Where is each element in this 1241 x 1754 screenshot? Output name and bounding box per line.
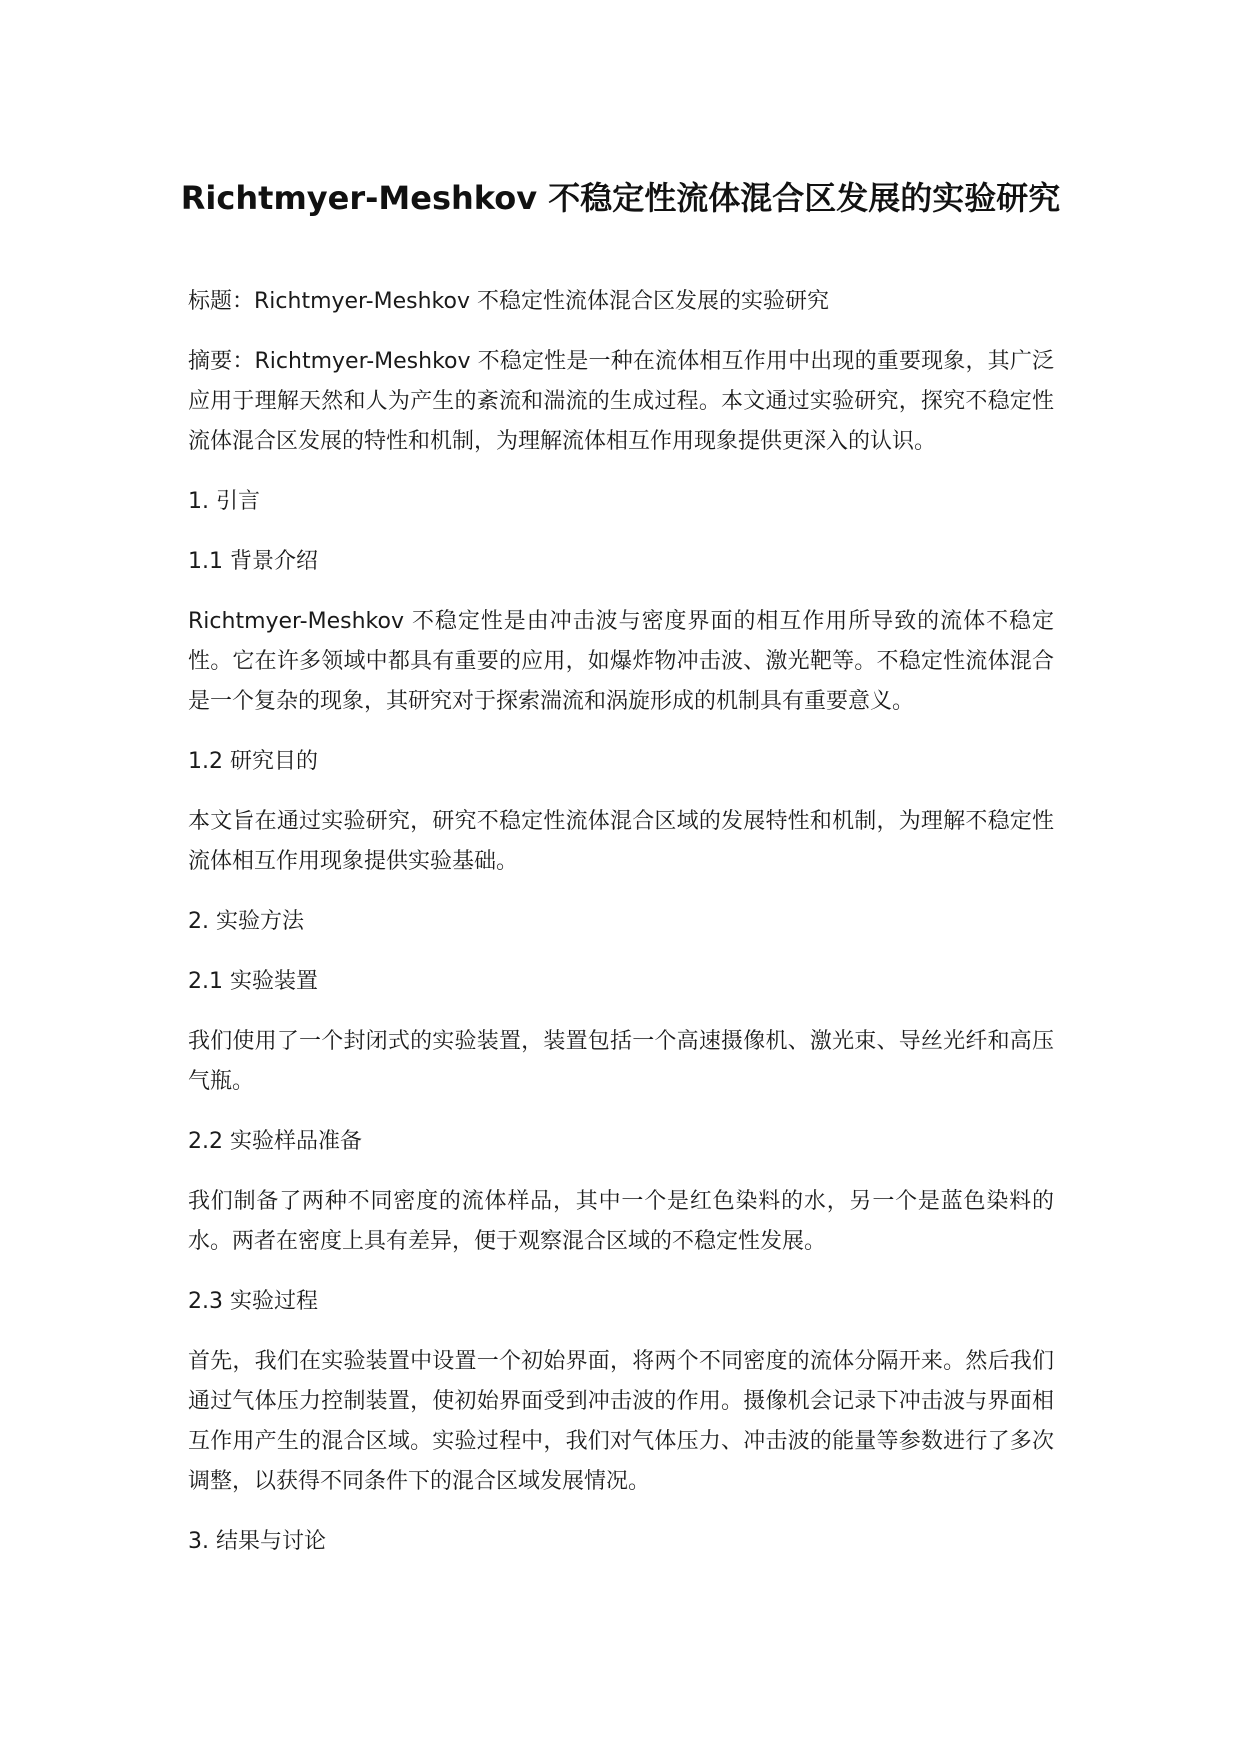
procedure-paragraph: 首先，我们在实验装置中设置一个初始界面，将两个不同密度的流体分隔开来。然后我们通过气体压力控制装置，使初始界面受到冲击波的作用。摄像机会记录下冲击波与界面相互作用产生的混合区域。实验过程中，我们对气体压力、冲击波的能量等参数进行了多次调整，以获得不同条件下的混合区域发展情况。 xyxy=(188,1349,1054,1494)
samples-paragraph: 我们制备了两种不同密度的流体样品，其中一个是红色染料的水，另一个是蓝色染料的水。两者在密度上具有差异，便于观察混合区域的不稳定性发展。 xyxy=(188,1189,1054,1254)
subsection-heading-samples: 2.2 实验样品准备 xyxy=(188,1129,362,1154)
section-heading-results: 3. 结果与讨论 xyxy=(188,1529,326,1554)
section-heading-introduction: 1. 引言 xyxy=(188,489,260,514)
purpose-paragraph: 本文旨在通过实验研究，研究不稳定性流体混合区域的发展特性和机制，为理解不稳定性流体相互作用现象提供实验基础。 xyxy=(188,809,1054,874)
background-paragraph: Richtmyer-Meshkov 不稳定性是由冲击波与密度界面的相互作用所导致的流体不稳定性。它在许多领域中都具有重要的应用，如爆炸物冲击波、激光靶等。不稳定性流体混合是一个复杂的现象，其研究对于探索湍流和涡旋形成的机制具有重要意义。 xyxy=(188,609,1054,714)
title-line: 标题：Richtmyer-Meshkov 不稳定性流体混合区发展的实验研究 xyxy=(188,289,829,314)
subsection-heading-purpose: 1.2 研究目的 xyxy=(188,749,318,774)
document-body xyxy=(188,282,1054,1582)
apparatus-paragraph: 我们使用了一个封闭式的实验装置，装置包括一个高速摄像机、激光束、导丝光纤和高压气瓶。 xyxy=(188,1029,1054,1094)
subsection-heading-procedure: 2.3 实验过程 xyxy=(188,1289,318,1314)
section-heading-methods: 2. 实验方法 xyxy=(188,909,304,934)
subsection-heading-background: 1.1 背景介绍 xyxy=(188,549,318,574)
subsection-heading-apparatus: 2.1 实验装置 xyxy=(188,969,318,994)
abstract-paragraph: 摘要：Richtmyer-Meshkov 不稳定性是一种在流体相互作用中出现的重要现象，其广泛应用于理解天然和人为产生的紊流和湍流的生成过程。本文通过实验研究，探究不稳定性流体混合区发展的特性和机制，为理解流体相互作用现象提供更深入的认识。 xyxy=(188,349,1054,454)
document-title: Richtmyer-Meshkov 不稳定性流体混合区发展的实验研究 xyxy=(180,179,1061,217)
